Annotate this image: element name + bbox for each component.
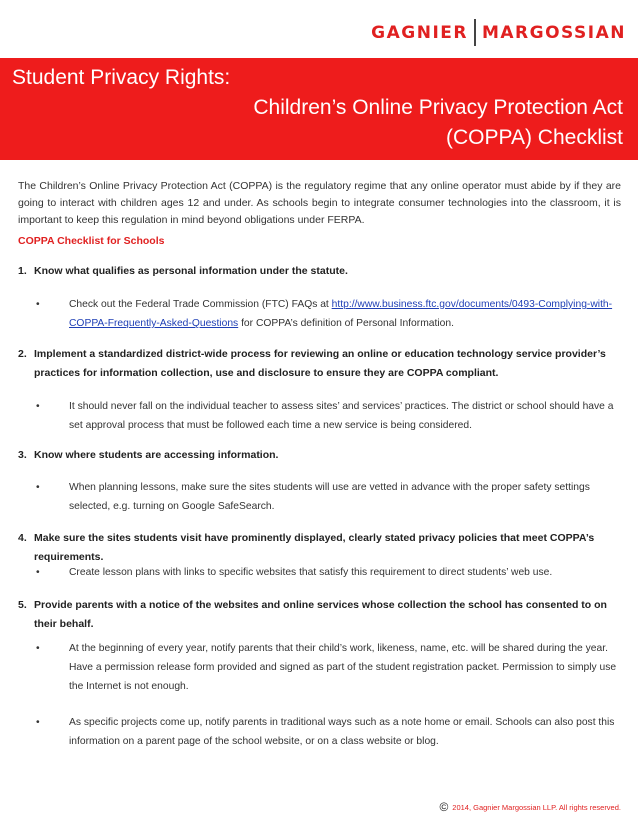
item-text: Know what qualifies as personal information under the statute. bbox=[34, 265, 348, 277]
checklist-item-2 bbox=[18, 345, 622, 383]
item-text: Implement a standardized district-wide process for reviewing an online or education technology service provider’s practices for information collection, use and disclosure to ensure they are COPPA compliant. bbox=[34, 348, 606, 379]
banner-title-line-2: Children’s Online Privacy Protection Act bbox=[253, 96, 623, 119]
bullet-dot: • bbox=[36, 401, 40, 412]
item-text: Provide parents with a notice of the websites and online services whose collection the school has consented to on their behalf. bbox=[34, 599, 607, 630]
checklist-bullet bbox=[36, 295, 622, 333]
item-number: 3. bbox=[18, 449, 27, 461]
item-number: 4. bbox=[18, 532, 27, 544]
bullet-dot: • bbox=[36, 567, 40, 578]
logo-divider bbox=[474, 19, 476, 46]
bullet-text: When planning lessons, make sure the sites students will use are vetted in advance with the proper safety settings selected, e.g. turning on Google SafeSearch. bbox=[69, 482, 590, 512]
bullet-text: At the beginning of every year, notify parents that their child’s work, likeness, name, etc. will be shared during the year. Have a permission release form provided and signed as part of the student registration packet. Permission to simply use the Internet is not enough. bbox=[69, 643, 617, 692]
ftc-faq-link[interactable]: http://www.business.ftc.gov/documents/0493-Complying-with-COPPA-Frequently-Asked-Questions bbox=[69, 299, 613, 329]
checklist-item-5 bbox=[18, 596, 622, 634]
item-text: Know where students are accessing information. bbox=[34, 449, 279, 461]
banner-title-line-3: (COPPA) Checklist bbox=[446, 126, 623, 149]
item-number: 2. bbox=[18, 348, 27, 360]
copyright-icon: © bbox=[439, 800, 449, 814]
item-text: Make sure the sites students visit have prominently displayed, clearly stated privacy policies that meet COPPA’s requirements. bbox=[34, 532, 595, 563]
bullet-text-suffix: for COPPA’s definition of Personal Information. bbox=[238, 318, 454, 329]
banner-title-line-1: Student Privacy Rights: bbox=[12, 66, 231, 89]
checklist-bullet bbox=[36, 397, 622, 435]
checklist-item-3 bbox=[18, 446, 622, 465]
bullet-dot: • bbox=[36, 643, 40, 654]
item-number: 5. bbox=[18, 599, 27, 611]
title-banner bbox=[0, 58, 638, 160]
section-heading: COPPA Checklist for Schools bbox=[18, 235, 165, 247]
copyright-text: 2014, Gagnier Margossian LLP. All rights reserved. bbox=[452, 802, 621, 812]
bullet-dot: • bbox=[36, 299, 40, 310]
checklist-bullet bbox=[36, 478, 622, 516]
checklist-bullet bbox=[36, 713, 622, 751]
logo-text-right: MARGOSSIAN bbox=[481, 22, 626, 43]
checklist-bullet bbox=[36, 563, 622, 582]
intro-paragraph: The Children’s Online Privacy Protection Act (COPPA) is the regulatory regime that any online operator must abide by if they are going to interact with children ages 12 and under. As schools begin to integrate consumer technologies into the classroom, it is important to keep this regulation in mind beyond obligations under FERPA. bbox=[18, 180, 621, 226]
bullet-text: Create lesson plans with links to specific websites that satisfy this requirement to direct students’ web use. bbox=[69, 567, 553, 578]
logo-text-left: GAGNIER bbox=[371, 22, 468, 43]
item-number: 1. bbox=[18, 265, 27, 277]
bullet-dot: • bbox=[36, 482, 40, 493]
bullet-text: It should never fall on the individual teacher to assess sites’ and services’ practices. The district or school should have a set approval process that must be followed each time a new service is being considered. bbox=[69, 401, 614, 431]
checklist-item-1 bbox=[18, 262, 622, 281]
checklist-item-4 bbox=[18, 529, 622, 567]
bullet-text-prefix: Check out the Federal Trade Commission (FTC) FAQs at bbox=[69, 299, 332, 310]
company-logo bbox=[371, 19, 626, 46]
bullet-text: As specific projects come up, notify parents in traditional ways such as a note home or email. Schools can also post this information on a parent page of the school website, or on a class website or blog. bbox=[69, 717, 615, 747]
bullet-dot: • bbox=[36, 717, 40, 728]
bullet-text bbox=[69, 295, 622, 333]
checklist-bullet bbox=[36, 639, 622, 696]
copyright-footer bbox=[439, 800, 621, 814]
